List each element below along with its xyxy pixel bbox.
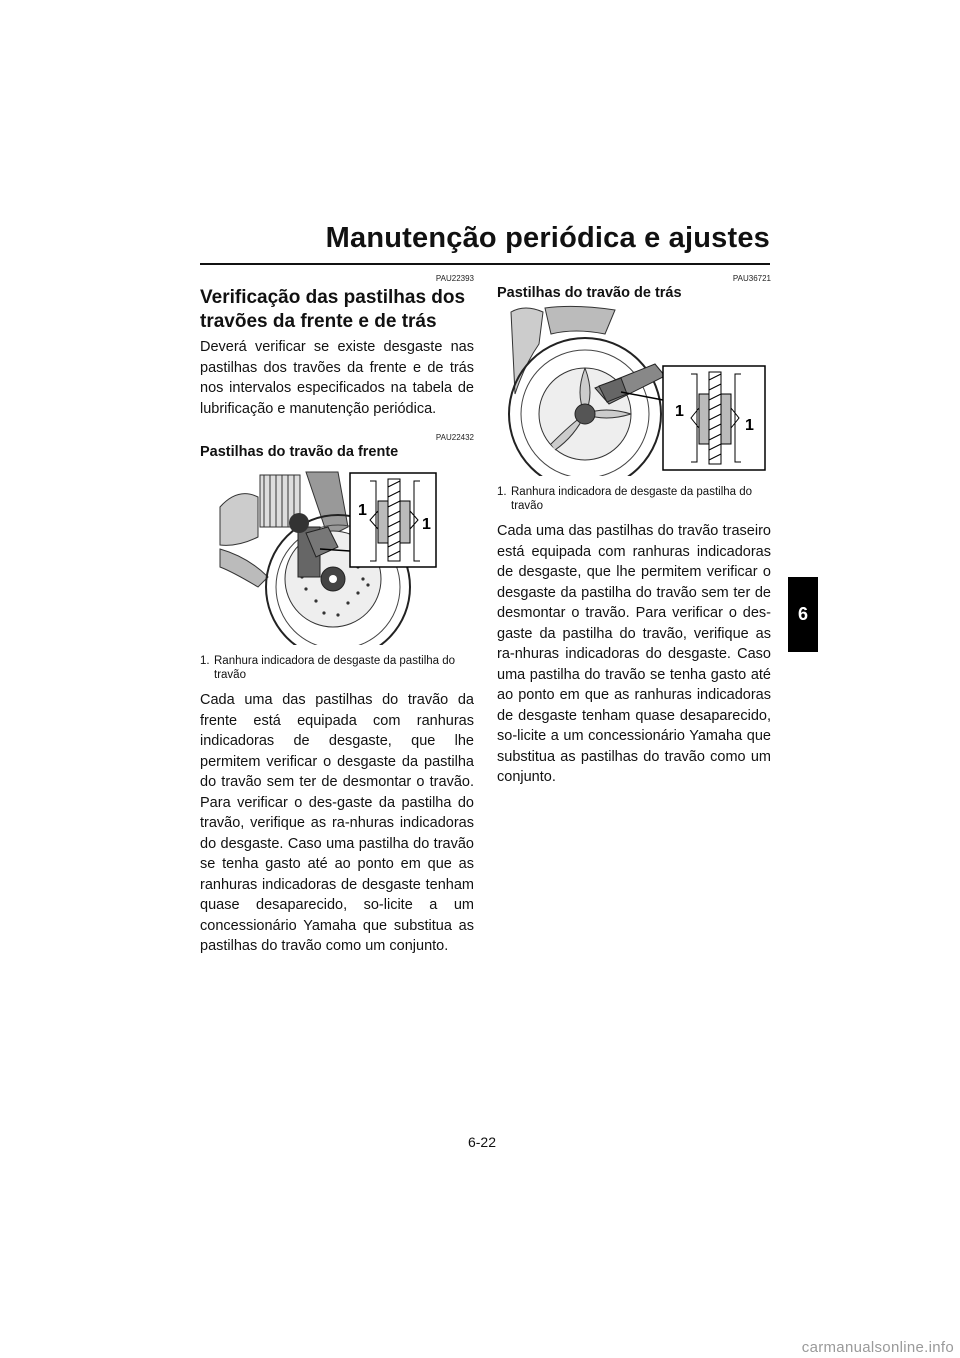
right-column [495,270,771,788]
front-brake-illustration [198,467,474,645]
caption-number: 1. [200,655,210,667]
subsection-code: PAU22432 [435,433,474,442]
page-number: 6-22 [467,1134,497,1150]
watermark: carmanualsonline.info [801,1339,954,1356]
intro-paragraph: Deverá verificar se existe desgaste nas pastilhas dos travões da frente e de trás nos intervalos especificados na tabela de lubrificação e manutenção periódica. [200,339,474,417]
figure-caption [497,485,771,513]
callout-1-right: 1 [422,516,431,533]
figure-caption [200,654,474,682]
header-rule [200,263,770,265]
rear-brake-illustration [495,304,771,476]
caption-number: 1. [497,486,507,498]
caption-text: Ranhura indicadora de desgaste da pastilha do travão [511,486,753,512]
body-paragraph: Cada uma das pastilhas do travão traseiro está equipada com ranhuras indicadoras de desgaste, que lhe permitem verificar o desgaste da pastilha do travão sem ter de desmontar o travão. Para verificar o des-gaste da pastilha do travão, verifique as ra-nhuras indicadoras do desgaste. Caso uma pastilha do travão se tenha gasto até ao ponto em que as ranhuras indicadoras de desgaste tenham quase desaparecido, so-licite a um concessionário Yamaha que substitua as pastilhas do travão como um conjunto. [497,523,771,785]
callout-1-right: 1 [745,417,754,434]
rear-brake-figure [495,304,771,481]
left-column [198,270,474,957]
section-code: PAU22393 [435,274,474,283]
front-brake-figure [198,467,474,650]
caption-text: Ranhura indicadora de desgaste da pastilha do travão [214,655,456,681]
subsection-heading-rear: Pastilhas do travão de trás [497,285,682,301]
subsection-code: PAU36721 [732,274,771,283]
page-title: Manutenção periódica e ajustes [325,222,770,254]
chapter-tab: 6 [788,577,818,652]
callout-1-left: 1 [358,502,367,519]
callout-1-left: 1 [675,403,684,420]
body-paragraph: Cada uma das pastilhas do travão da frente está equipada com ranhuras indicadoras de desgaste, que lhe permitem verificar o desgaste da pastilha do travão sem ter de desmontar o travão. Para verificar o des-gaste da pastilha do travão, verifique as ra-nhuras indicadoras do desgaste. Caso uma pastilha do travão se tenha gasto até ao ponto em que as ranhuras indicadoras de desgaste tenham quase desaparecido, so-licite a um concessionário Yamaha que substitua as pastilhas do travão como um conjunto. [200,692,474,954]
subsection-heading-front: Pastilhas do travão da frente [200,444,399,460]
section-heading: Verificação das pastilhas dos travões da frente e de trás [200,287,466,332]
